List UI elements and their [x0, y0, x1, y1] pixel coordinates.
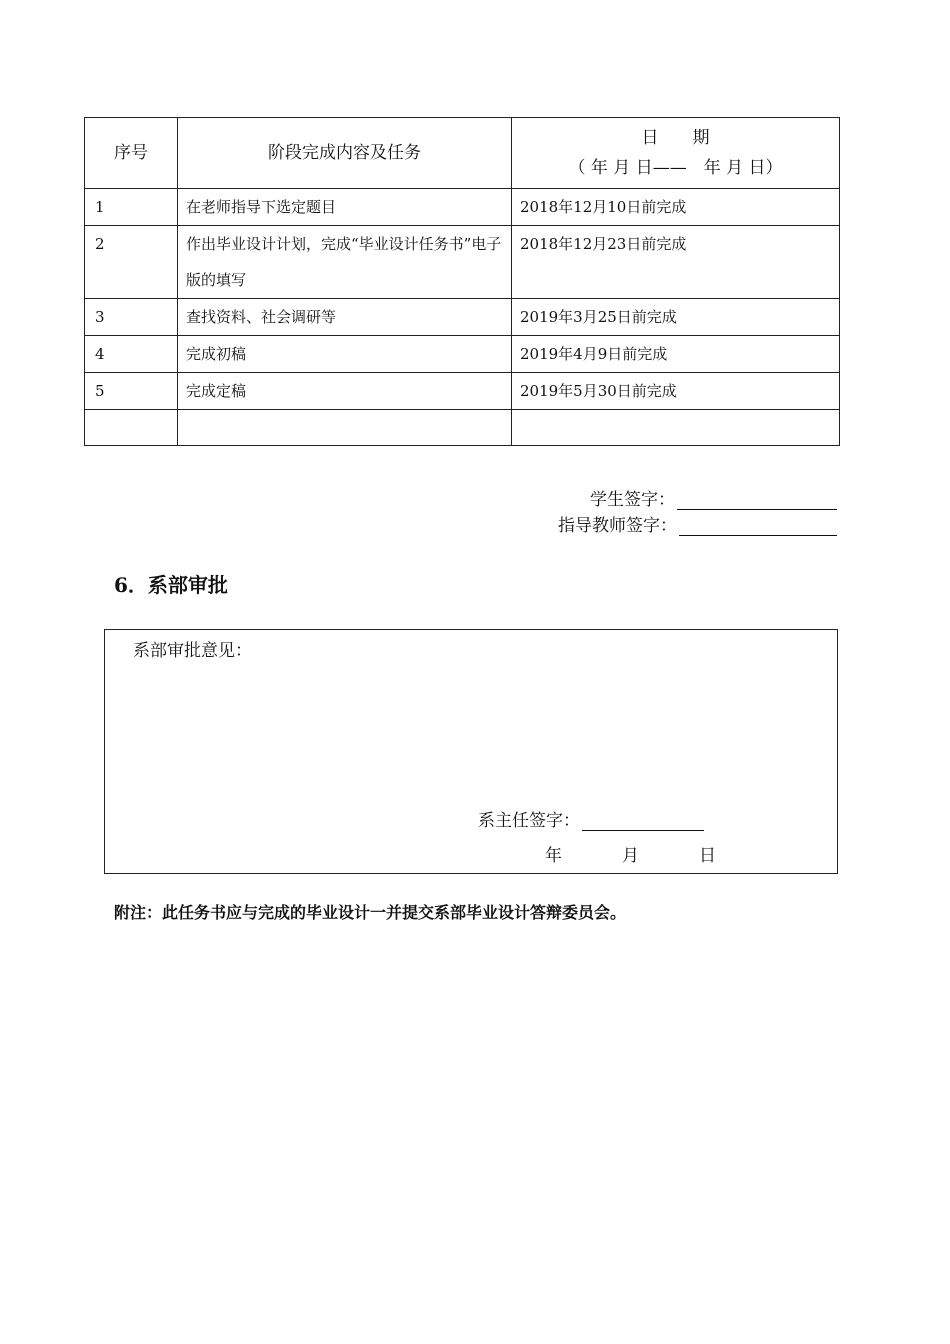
table-row — [85, 373, 840, 410]
advisor-signature-label: 指导教师签字： — [558, 516, 677, 536]
row-task: 在老师指导下选定题目 — [178, 189, 512, 226]
year-label: 年 — [545, 846, 562, 866]
header-task: 阶段完成内容及任务 — [178, 118, 512, 189]
row-task — [178, 410, 512, 446]
day-label: 日 — [699, 846, 716, 866]
row-num: 5 — [85, 373, 178, 410]
row-date: 2019年5月30日前完成 — [512, 373, 840, 410]
advisor-signature — [558, 511, 837, 536]
table-row — [85, 299, 840, 336]
table-row — [85, 226, 840, 299]
row-num: 4 — [85, 336, 178, 373]
row-num: 2 — [85, 226, 178, 299]
table-header-row — [85, 118, 840, 189]
row-date: 2019年3月25日前完成 — [512, 299, 840, 336]
header-date-line2: （ 年 月 日—— 年 月 日） — [568, 158, 783, 178]
dean-signature-label: 系主任签字： — [478, 811, 580, 831]
row-num — [85, 410, 178, 446]
table-row-empty — [85, 410, 840, 446]
dean-signature — [478, 806, 704, 831]
schedule-table — [84, 117, 840, 446]
month-label: 月 — [622, 846, 639, 866]
dean-signature-line[interactable] — [582, 810, 704, 831]
approval-opinion-label: 系部审批意见： — [133, 641, 252, 661]
row-task: 查找资料、社会调研等 — [178, 299, 512, 336]
row-task: 作出毕业设计计划，完成“毕业设计任务书”电子版的填写 — [178, 226, 512, 299]
row-date: 2019年4月9日前完成 — [512, 336, 840, 373]
footnote: 附注：此任务书应与完成的毕业设计一并提交系部毕业设计答辩委员会。 — [114, 903, 627, 922]
row-date: 2018年12月23日前完成 — [512, 226, 840, 299]
advisor-signature-line[interactable] — [679, 515, 837, 536]
row-num: 1 — [85, 189, 178, 226]
row-num: 3 — [85, 299, 178, 336]
table-row — [85, 336, 840, 373]
row-task: 完成初稿 — [178, 336, 512, 373]
student-signature — [590, 485, 837, 510]
approval-box — [104, 629, 838, 874]
row-date: 2018年12月10日前完成 — [512, 189, 840, 226]
table-row — [85, 189, 840, 226]
header-num: 序号 — [85, 118, 178, 189]
row-date — [512, 410, 840, 446]
student-signature-line[interactable] — [677, 489, 837, 510]
section-title: 6．系部审批 — [114, 573, 228, 597]
header-date-line1: 日 期 — [641, 128, 710, 148]
header-date — [512, 118, 840, 189]
row-task: 完成定稿 — [178, 373, 512, 410]
student-signature-label: 学生签字： — [590, 490, 675, 510]
